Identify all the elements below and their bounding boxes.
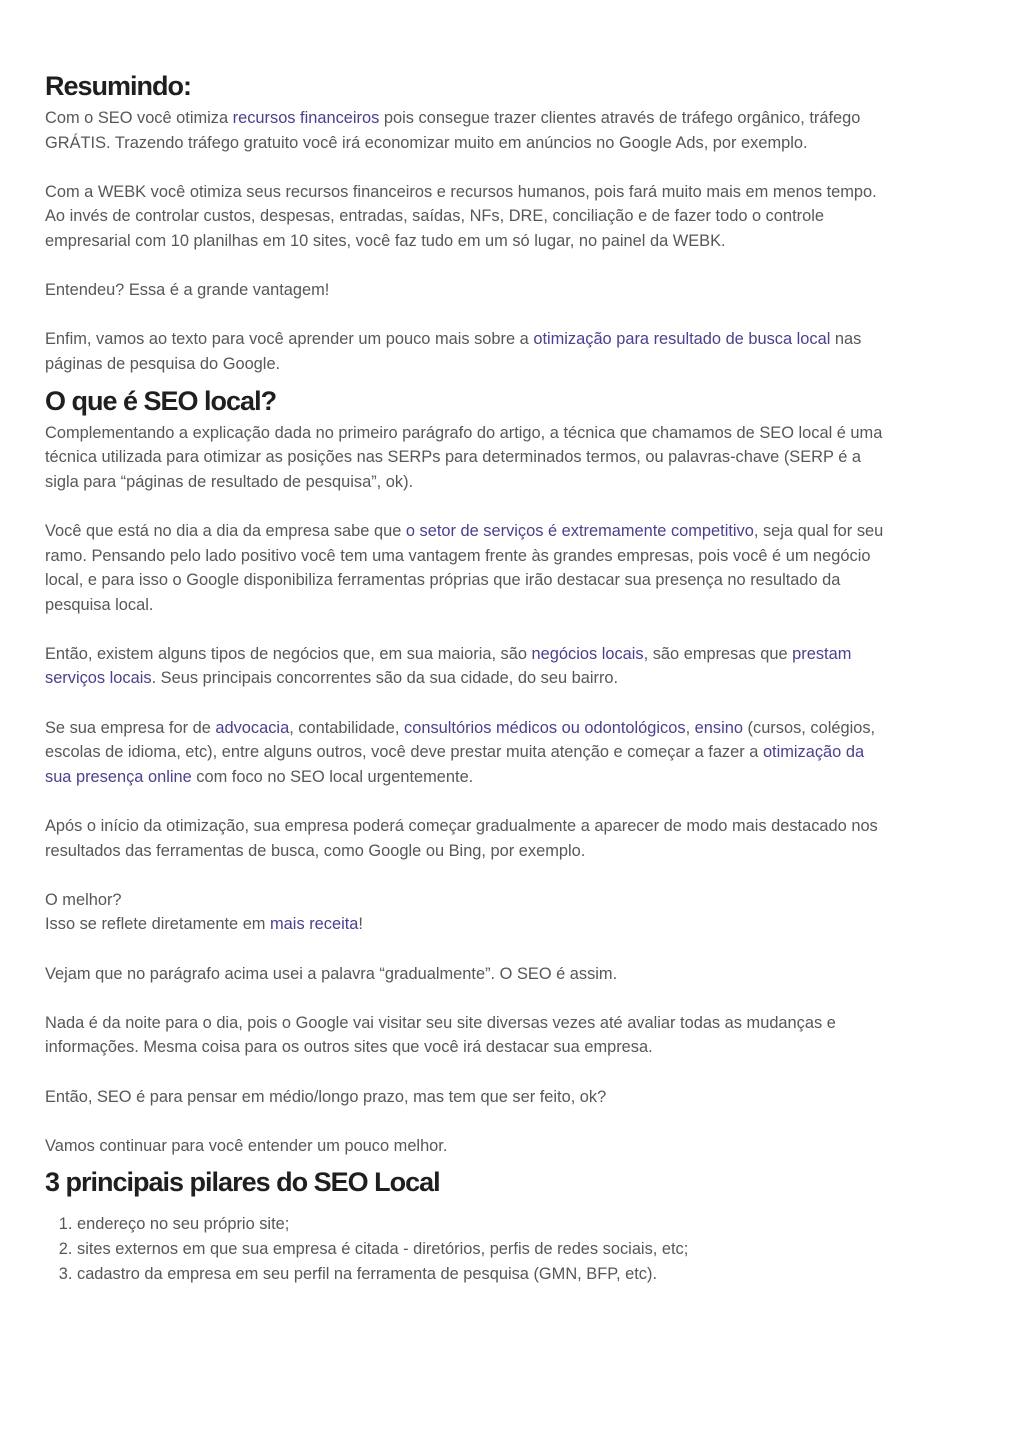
paragraph: [45, 642, 890, 691]
list-item: 3. cadastro da empresa em seu perfil na ferramenta de pesquisa (GMN, BFP, etc).: [77, 1262, 890, 1287]
paragraph: Após o início da otimização, sua empresa poderá começar gradualmente a aparecer de modo mais destacado nos resultados das ferramentas de busca, como Google ou Bing, por exemplo.: [45, 817, 878, 860]
link-setor-servicos[interactable]: o setor de serviços é extremamente competitivo: [405, 521, 754, 540]
paragraph: Então, SEO é para pensar em médio/longo prazo, mas tem que ser feito, ok?: [45, 1087, 607, 1106]
pillars-list: [45, 1212, 890, 1286]
link-recursos-financeiros[interactable]: recursos financeiros: [232, 109, 380, 127]
text-run: !: [358, 915, 363, 934]
link-negocios-locais[interactable]: negócios locais: [531, 644, 644, 663]
text-run: nas páginas de pesquisa do Google.: [45, 330, 862, 373]
paragraph: [45, 327, 890, 376]
paragraph: Nada é da noite para o dia, pois o Google vai visitar seu site diversas vezes até avaliar todas as mudanças e informações. Mesma coisa para os outros sites que você irá destacar sua empresa.: [45, 1013, 836, 1057]
text-run: , são empresas que: [643, 644, 793, 663]
link-mais-receita[interactable]: mais receita: [270, 915, 359, 934]
paragraph: [45, 106, 890, 155]
section-heading-resumindo: Resumindo:: [45, 71, 192, 101]
text-run: O melhor?: [45, 890, 122, 909]
text-run: Com o SEO você otimiza: [45, 109, 233, 127]
paragraph: Entendeu? Essa é a grande vantagem!: [45, 281, 330, 300]
text-run: pois consegue trazer clientes através de tráfego orgânico, tráfego GRÁTIS. Trazendo tráfego gratuito você irá economizar muito em anúncios no Google Ads, por exemplo.: [45, 109, 861, 152]
paragraph: Complementando a explicação dada no primeiro parágrafo do artigo, a técnica que chamamos de SEO local é uma técnica utilizada para otimizar as posições nas SERPs para determinados termos, ou palavras-chave (SERP é a sigla para “páginas de resultado de pesquisa”, ok).: [45, 423, 883, 491]
text-run: ,: [685, 718, 695, 737]
list-item: 1. endereço no seu próprio site;: [77, 1212, 890, 1237]
paragraph: [45, 519, 890, 617]
text-run: , seja qual for seu ramo. Pensando pelo lado positivo você tem uma vantagem frente às grandes empresas, pois você é um negócio local, e para isso o Google disponibiliza ferramentas próprias que irão destacar sua presença no resultado da pesquisa local.: [45, 521, 884, 614]
link-consultorios[interactable]: consultórios médicos ou odontológicos: [404, 718, 686, 737]
section-heading-seo-local: O que é SEO local?: [45, 385, 277, 416]
section-heading-pilares: 3 principais pilares do SEO Local: [45, 1167, 440, 1198]
link-prestam-servicos-locais[interactable]: prestam serviços locais: [45, 644, 852, 688]
text-run: (cursos, colégios, escolas de idioma, etc), entre alguns outros, você deve prestar muita atenção e começar a fazer a: [45, 718, 876, 762]
text-run: . Seus principais concorrentes são da sua cidade, do seu bairro.: [151, 669, 619, 688]
link-advocacia[interactable]: advocacia: [215, 718, 290, 737]
paragraph: [45, 888, 890, 937]
text-run: Então, existem alguns tipos de negócios que, em sua maioria, são: [45, 644, 532, 663]
text-run: Isso se reflete diretamente em: [45, 915, 271, 934]
paragraph: Vejam que no parágrafo acima usei a palavra “gradualmente”. O SEO é assim.: [45, 964, 618, 983]
article-body: [45, 68, 890, 1286]
paragraph: Vamos continuar para você entender um pouco melhor.: [45, 1136, 448, 1155]
text-run: Se sua empresa for de: [45, 718, 216, 737]
list-item: 2. sites externos em que sua empresa é citada - diretórios, perfis de redes sociais, etc;: [77, 1237, 890, 1262]
text-run: , contabilidade,: [289, 718, 405, 737]
text-run: Você que está no dia a dia da empresa sabe que: [45, 521, 406, 540]
paragraph: Com a WEBK você otimiza seus recursos financeiros e recursos humanos, pois fará muito mais em menos tempo. Ao invés de controlar custos, despesas, entradas, saídas, NFs, DRE, conciliação e de fazer todo o controle empresarial com 10 planilhas em 10 sites, você faz tudo em um só lugar, no painel da WEBK.: [45, 182, 877, 250]
link-ensino[interactable]: ensino: [694, 718, 743, 737]
link-otimizacao-presenca-online[interactable]: otimização da sua presença online: [45, 743, 865, 786]
paragraph: [45, 716, 890, 790]
text-run: Enfim, vamos ao texto para você aprender um pouco mais sobre a: [45, 330, 534, 349]
text-run: com foco no SEO local urgentemente.: [191, 767, 474, 786]
link-otimizacao-busca-local[interactable]: otimização para resultado de busca local: [533, 330, 831, 349]
